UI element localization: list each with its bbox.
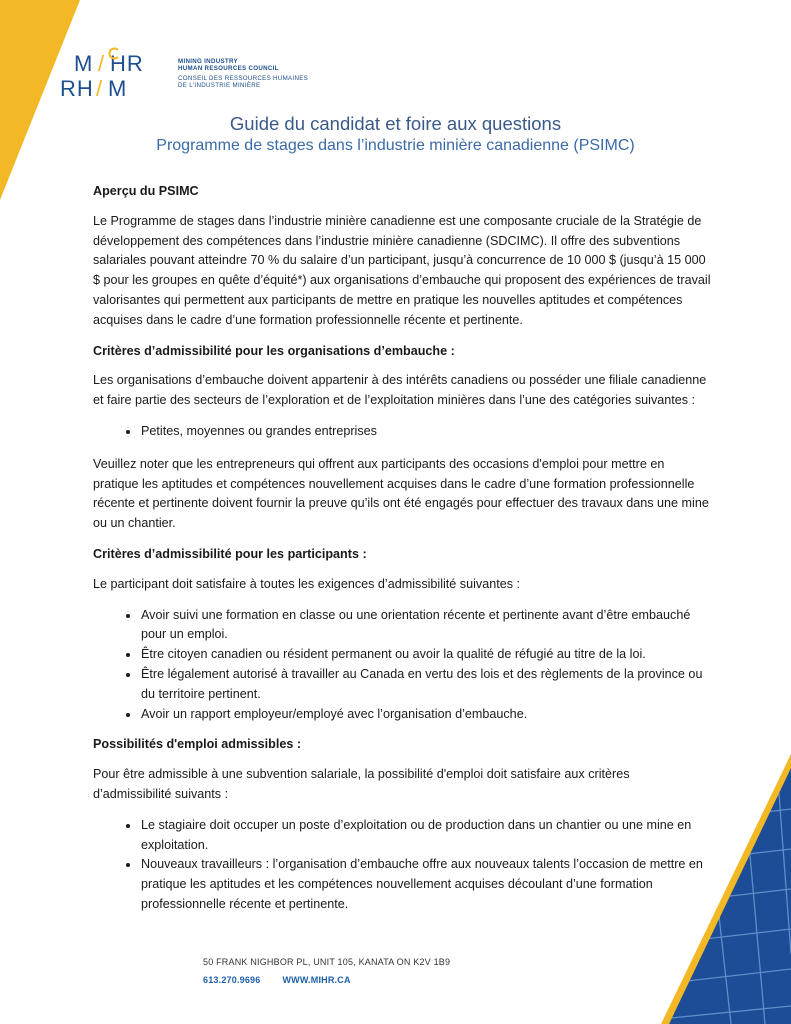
corner-decoration-top-left <box>0 0 80 200</box>
mihr-logo <box>60 44 180 100</box>
footer-website-link[interactable]: WWW.MIHR.CA <box>282 975 351 985</box>
list-item: • Avoir suivi une formation en classe ou une orientation récente et pertinente avant d’être embauché pour un emploi. <box>140 606 713 646</box>
list-item: • Être citoyen canadien ou résident permanent ou avoir la qualité de réfugié au titre de la loi. <box>140 645 713 665</box>
logo-name-fr-line2: DE L'INDUSTRIE MINIÈRE <box>178 82 261 90</box>
svg-text:RH: RH <box>60 76 94 100</box>
list-item: • Avoir un rapport employeur/employé avec l’organisation d’embauche. <box>140 705 713 725</box>
overview-paragraph: Le Programme de stages dans l’industrie minière canadienne est une composante cruciale de la Stratégie de développement des compétences dans l’industrie minière canadienne (SDCIMC). Il offre des subventions salariales pouvant atteindre 70 % du salaire d’un participant, jusqu’à concurrence de 10 000 $ (jusqu’à 15 000 $ pour les groupes en quête d’équité*) aux organisations d’embauche qui proposent des expériences de travail valorisantes qui permettent aux participants de mettre en pratique les nouvelles aptitudes et compétences acquises dans le cadre d’une formation professionnelle récente et pertinente. <box>93 213 711 327</box>
participants-paragraph: Le participant doit satisfaire à toutes les exigences d’admissibilité suivantes : <box>93 576 521 591</box>
footer-contact <box>203 975 450 985</box>
svg-text:M: M <box>74 51 94 76</box>
logo-name-en-line1: MINING INDUSTRY <box>178 58 238 65</box>
page-title: Guide du candidat et foire aux questions <box>229 113 562 134</box>
opportunities-heading: Possibilités d'emploi admissibles : <box>93 737 302 752</box>
opportunities-bullet-list <box>93 816 713 915</box>
logo-name-fr-line1: CONSEIL DES RESSOURCES HUMAINES <box>178 74 309 82</box>
logo-name-en-line2: HUMAN RESOURCES COUNCIL <box>178 65 279 73</box>
svg-text:M: M <box>108 76 128 100</box>
employers-heading: Critères d’admissibilité pour les organisations d’embauche : <box>93 343 455 358</box>
list-item: • Petites, moyennes ou grandes entreprises <box>140 422 713 442</box>
svg-text:/: / <box>96 76 103 100</box>
list-item: • Être légalement autorisé à travailler au Canada en vertu des lois et des règlements de la province ou du territoire pertinent. <box>140 665 713 705</box>
logo-organization-name <box>178 58 308 90</box>
list-item: • Nouveaux travailleurs : l’organisation d’embauche offre aux nouveaux talents l’occasion de mettre en pratique les aptitudes et les compétences nouvellement acquises découlant d’une formation professionnelle récente et pertinente. <box>140 855 713 914</box>
employers-paragraph: Les organisations d’embauche doivent appartenir à des intérêts canadiens ou posséder une filiale canadienne et faire partie des secteurs de l’exploration et de l’exploitation minières dans l’une des catégories suivantes : <box>93 373 707 408</box>
list-item: • Le stagiaire doit occuper un poste d’exploitation ou de production dans un chantier ou une mine en exploitation. <box>140 816 713 856</box>
participants-heading: Critères d’admissibilité pour les participants : <box>93 546 367 561</box>
page-subtitle: Programme de stages dans l’industrie minière canadienne (PSIMC) <box>156 137 635 154</box>
footer-phone[interactable]: 613.270.9696 <box>203 975 261 985</box>
footer <box>203 957 450 985</box>
overview-heading: Aperçu du PSIMC <box>93 184 199 198</box>
svg-text:HR: HR <box>110 51 144 76</box>
svg-text:/: / <box>98 51 105 76</box>
opportunities-paragraph: Pour être admissible à une subvention salariale, la possibilité d'emploi doit satisfaire aux critères d’admissibilité suivants : <box>93 767 630 801</box>
document-body <box>93 182 713 926</box>
employers-note: Veuillez noter que les entrepreneurs qui offrent aux participants des occasions d'emploi pour mettre en pratique les aptitudes et compétences nouvellement acquises dans le cadre d’une formation professionnelle récente et pertinente doivent fournir la preuve qu’ils ont été engagés pour effectuer des travaux dans une mine ou un chantier. <box>93 456 709 531</box>
participants-bullet-list <box>93 606 713 725</box>
footer-address: 50 FRANK NIGHBOR PL, UNIT 105, KANATA ON K2V 1B9 <box>203 957 451 967</box>
employers-bullet-list <box>93 422 713 442</box>
